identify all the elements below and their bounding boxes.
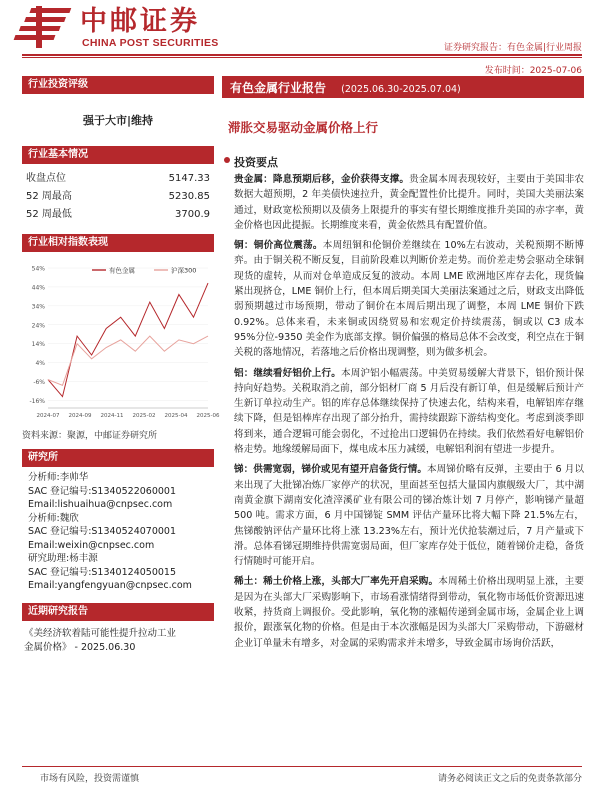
para-body: 本周沪铝小幅震荡。中美贸易缓解大背景下，铝价预计保持向好趋势。关税取消之前，部分铝材厂商 5 月后没有新订单，但是缓解后预计产生新订单拉动生产。铝的库存总体继续保持了快速去化，结构来看，电解铝库存继续下降，但是铝棒库存出现了部分抬升，需持续跟踪下游结构变化。考虑到淡季即将到来，通合逻辑可能会弱化，不过抢出口逻辑仍在持续。我们依然看好电解铝价格走势。地缘缓解局面下，煤电成本压力减缓，电解铝利润有望进一步提升。 (234, 367, 585, 456)
team-section-title: 研究所 (22, 449, 214, 467)
chart-xtick-label: 2025-06 (196, 413, 220, 419)
report-title: 有色金属行业报告 (230, 81, 327, 95)
para-lead: 铝：继续看好铝价上行。 (234, 367, 341, 379)
chart-xtick-label: 2024-07 (36, 413, 60, 419)
headline: 滞胀交易驱动金属价格上行 (228, 120, 379, 135)
basic-value: 5230.85 (168, 191, 210, 202)
basic-row (22, 206, 214, 224)
para-lead: 铜：铜价高位震荡。 (234, 240, 323, 252)
analyst-line: SAC 登记编号:S1340124050015 (28, 566, 176, 578)
terms-notice: 请务必阅读正文之后的免责条款部分 (437, 774, 582, 784)
chart-xtick-label: 2025-04 (164, 413, 188, 419)
rating-section-title: 行业投资评级 (22, 76, 214, 94)
basic-info-table (22, 170, 214, 224)
chart-legend-label: 有色金属 (109, 266, 135, 275)
chart-ytick-label: -6% (33, 379, 45, 387)
analyst-list (22, 471, 214, 593)
key-points-label: 投资要点 (234, 156, 278, 169)
chart-series-line (48, 283, 208, 397)
basic-label: 52 周最高 (26, 191, 72, 202)
sidebar (22, 76, 220, 655)
brand-logo (22, 6, 227, 48)
relative-index-chart-svg (22, 258, 220, 426)
para-lead: 稀土：稀土价格上涨，头部大厂率先开启采购。 (234, 576, 439, 588)
bullet-dot-icon (224, 157, 230, 163)
chart-xtick-label: 2024-11 (100, 413, 124, 419)
footer-divider (22, 766, 582, 767)
paragraph-rare-earth (222, 574, 584, 650)
recent-report[interactable] (22, 627, 214, 655)
chart-legend-label: 沪深300 (171, 266, 197, 275)
relative-index-chart (22, 258, 220, 426)
para-body: 本周稀土价格出现明显上涨，主要是因为在头部大厂采购影响下，市场看涨情绪得到带动，氧化物市场低价资源迅速收紧，持货商上调报价。受此影响，氧化物的涨幅传递到金属市场，金属企业上调报价，跟涨氧化物的价格。但是由于本次涨幅是因为头部大厂采购带动，下游磁材企业订单量未有增多，对金属的采购需求并未增多，导致金属市场询价活跃， (234, 576, 585, 649)
basic-row (22, 170, 214, 188)
paragraph-precious-metals (222, 172, 584, 233)
para-body: 本周纽铜和伦铜价差继续在 10%左右波动，关税预期不断博弈。由于铜关税不断反复，目前阶段难以判断价差走势。而价差走势会驱动全球铜现货的虚转，从而对仓单造成反复的波动。本周 LME 欧洲地区库存去化，现货偏紧出现挤仓，LME 铜价上行，但本周后期美国大美丽法案通过之后，财政支出降低弱预期越过市场预期，带动了铜价在本周后期出现了调整，本周 LME 铜价下跌 0.92%。总体来看，未来铜或因绕贸易和宏观定价持续震荡，铜或以 C3 成本 95%分位-9350 美金作为底部支撑。铜价偏强的格局总体不会改变，利空点在于铜关税的落地情况，若落地之后价格出现调整，则为做多机会。 (234, 240, 584, 359)
chart-ytick-label: 4% (35, 360, 45, 368)
recent-section-title: 近期研究报告 (22, 603, 214, 621)
china-post-emblem-icon (22, 6, 74, 48)
basic-value: 3700.9 (175, 209, 210, 220)
analyst-line: 研究助理:杨丰源 (28, 553, 98, 564)
para-lead: 贵金属：降息预期后移，金价获得支撑。 (234, 174, 410, 185)
report-title-bar (222, 76, 584, 98)
header-divider-thin (22, 57, 582, 58)
analyst-email[interactable]: Email:weixin@cnpsec.com (28, 539, 155, 551)
chart-xtick-label: 2025-02 (132, 413, 156, 419)
para-body: 贵金属本周表现较好，主要由于美国非农数据大超预期，2 年美债快速拉升，黄金配置性价比提升。同时，美国大美丽法案通过，财政宽松预期以及债务上限提升的事实有望长期维度推升美国的赤字率，黄金价格也因此提振。长期维度来看，黄金依然具有配置价值。 (234, 174, 585, 231)
main-content (222, 76, 584, 651)
brand-name-en: CHINA POST SECURITIES (82, 37, 219, 49)
basic-label: 收盘点位 (26, 173, 66, 184)
analyst-line: SAC 登记编号:S1340522060001 (28, 485, 176, 497)
key-points-heading (222, 154, 584, 170)
chart-section-title: 行业相对指数表现 (22, 234, 214, 252)
analyst-line: 分析师:李帅华 (28, 472, 89, 483)
para-lead: 锑：供需宽弱，锑价或见有望开启备货行情。 (234, 464, 427, 476)
recent-report-line: 金属价格》 - 2025.06.30 (24, 641, 136, 653)
paragraph-antimony (222, 462, 584, 569)
chart-ytick-label: 34% (31, 303, 45, 311)
basic-value: 5147.33 (168, 173, 210, 184)
publish-date: 发布时间：2025-07-06 (484, 66, 582, 76)
paragraph-copper (222, 238, 584, 360)
risk-disclaimer: 市场有风险，投资需谨慎 (40, 774, 140, 784)
basic-label: 52 周最低 (26, 209, 72, 220)
doc-type: 证券研究报告：有色金属|行业周报 (443, 43, 582, 53)
analyst-email[interactable]: Email:yangfengyuan@cnpsec.com (28, 580, 192, 591)
chart-ytick-label: 14% (31, 341, 45, 349)
header-divider (22, 54, 582, 56)
report-date-range: (2025.06.30-2025.07.04) (341, 84, 461, 95)
paragraph-aluminum (222, 366, 584, 458)
chart-ytick-label: -16% (29, 397, 45, 405)
chart-ytick-label: 44% (31, 284, 45, 292)
analyst-email[interactable]: Email:lishuaihua@cnpsec.com (28, 499, 173, 510)
chart-ytick-label: 54% (31, 265, 45, 273)
analyst-line: 分析师:魏欣 (28, 512, 79, 524)
para-body: 本周锑价略有反弹，主要由于 6 月以来出现了大批锑冶炼厂家停产的状况，里面甚至包括大量国内旗舰级大厂，其中湖南黄金旗下湖南安化渣滓溪矿业有限公司的锑冶炼计划 7 月停产，影响锑产量超 500 吨。需求方面，6 月中国锑锭 SMM 评估产量环比将大幅下降 21.5%左右，焦锑酸钠评估产量环比将上涨 13.23%左右，预计光伏抢装潮过后，7 月产量或下滑。总体看锑冠期维持供需宽弱局面，但厂家库存处于低位，随着锑价走稳，备货行情随时可能开启。 (234, 464, 585, 568)
recent-report-line: 《美经济软着陆可能性提升拉动工业 (24, 627, 177, 639)
basic-section-title: 行业基本情况 (22, 146, 214, 164)
analyst-line: SAC 登记编号:S1340524070001 (28, 526, 176, 537)
chart-source: 资料来源：聚源，中邮证券研究所 (22, 431, 158, 441)
chart-xtick-label: 2024-09 (68, 413, 92, 419)
brand-name-cn: 中邮证券 (80, 6, 200, 37)
basic-row (22, 188, 214, 206)
chart-ytick-label: 24% (31, 322, 45, 330)
industry-rating: 强于大市|维持 (82, 114, 154, 127)
